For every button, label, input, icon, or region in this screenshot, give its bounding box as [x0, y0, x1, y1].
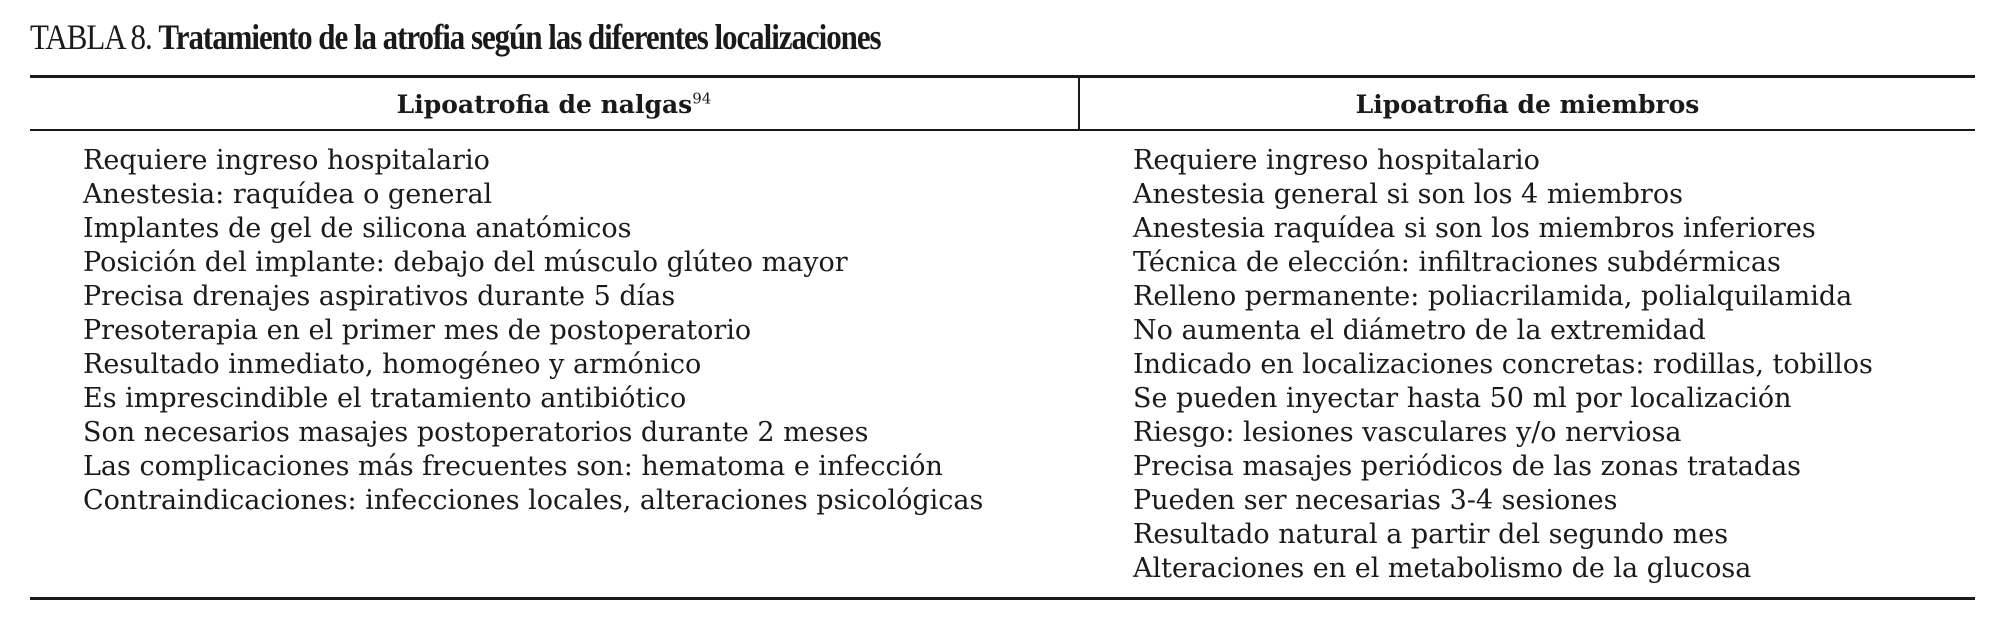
column-header-right-text: Lipoatrofia de miembros [1355, 90, 1700, 119]
list-item: Requiere ingreso hospitalario [1133, 145, 1540, 176]
table-caption [30, 16, 881, 58]
table-bottom-rule [30, 597, 1975, 600]
table-title: Tratamiento de la atrofia según las diferentes localizaciones [158, 17, 881, 57]
list-item: Riesgo: lesiones vasculares y/o nerviosa [1133, 417, 1682, 448]
list-item: Implantes de gel de silicona anatómicos [83, 213, 632, 244]
header-separator-rule [30, 129, 1975, 131]
table-number: TABLA 8. [30, 17, 152, 57]
list-item: Precisa drenajes aspirativos durante 5 días [83, 281, 676, 312]
list-item: Se pueden inyectar hasta 50 ml por localización [1133, 383, 1792, 414]
table-top-rule [30, 75, 1975, 78]
column-header-right [1080, 90, 1975, 119]
list-item: No aumenta el diámetro de la extremidad [1133, 315, 1706, 346]
list-item: Resultado natural a partir del segundo mes [1133, 519, 1729, 550]
list-item: Precisa masajes periódicos de las zonas tratadas [1133, 451, 1802, 482]
list-item: Anestesia general si son los 4 miembros [1133, 179, 1683, 210]
list-item: Resultado inmediato, homogéneo y armónico [83, 349, 702, 380]
list-item: Presoterapia en el primer mes de postoperatorio [83, 315, 752, 346]
right-column-list [1133, 144, 1873, 586]
column-header-left-reference: 94 [692, 89, 712, 108]
list-item: Técnica de elección: infiltraciones subdérmicas [1133, 247, 1781, 278]
list-item: Es imprescindible el tratamiento antibiótico [83, 383, 687, 414]
column-header-left-text: Lipoatrofia de nalgas [396, 90, 693, 119]
left-column-list [83, 144, 983, 518]
list-item: Anestesia raquídea si son los miembros inferiores [1133, 213, 1816, 244]
list-item: Requiere ingreso hospitalario [83, 145, 490, 176]
list-item: Alteraciones en el metabolismo de la glucosa [1133, 553, 1752, 584]
list-item: Son necesarios masajes postoperatorios durante 2 meses [83, 417, 869, 448]
list-item: Indicado en localizaciones concretas: rodillas, tobillos [1133, 349, 1873, 380]
list-item: Anestesia: raquídea o general [83, 179, 493, 210]
list-item: Contraindicaciones: infecciones locales, alteraciones psicológicas [83, 485, 984, 516]
column-header-left [30, 90, 1078, 119]
list-item: Relleno permanente: poliacrilamida, polialquilamida [1133, 281, 1853, 312]
list-item: Las complicaciones más frecuentes son: hematoma e infección [83, 451, 943, 482]
list-item: Posición del implante: debajo del músculo glúteo mayor [83, 247, 848, 278]
list-item: Pueden ser necesarias 3-4 sesiones [1133, 485, 1618, 516]
